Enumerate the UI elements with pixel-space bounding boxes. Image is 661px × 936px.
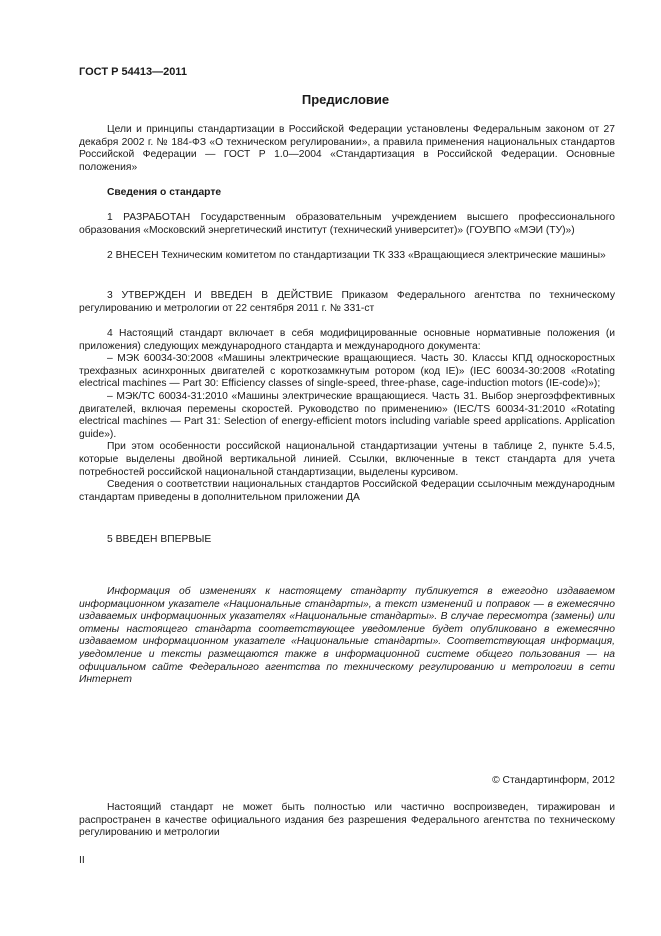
item-4-standard-a: – МЭК 60034-30:2008 «Машины электрические вращающиеся. Часть 30. Классы КПД односкоростных трехфазных асинхронных двигателей с короткозамкнутым ротором (код IE)» (IEC 60034-30:2008 «Rotating electrical machines — Part 30: Efficiency classes of single-speed, three-phase, cage-induction motors (IE-code)»); bbox=[79, 353, 615, 390]
copyright: © Стандартинформ, 2012 bbox=[492, 775, 615, 786]
document-id: ГОСТ Р 54413—2011 bbox=[79, 66, 187, 78]
item-4-standard-b: – МЭК/TC 60034-31:2010 «Машины электрические вращающиеся. Часть 31. Выбор энергоэффективных двигателей, включая перемены скоростей. Руководство по применению» (IEC/TS 60034-31:2010 «Rotating electrical machines — Part 31: Selection of energy-efficient motors including variable speed applications. Application guide»). bbox=[79, 390, 615, 440]
page-number: II bbox=[79, 855, 85, 866]
item-3-text: 3 УТВЕРЖДЕН И ВВЕДЕН В ДЕЙСТВИЕ Приказом Федерального агентства по техническому регулированию и метрологии от 22 сентября 2011 г. № 331-ст bbox=[79, 290, 615, 314]
page-title: Предисловие bbox=[301, 92, 390, 107]
changes-notice-text: Информация об изменениях к настоящему стандарту публикуется в ежегодно издаваемом информационном указателе «Национальные стандарты», а текст изменений и поправок — в ежемесячно издаваемых информационных указателях «Национальные стандарты». В случае пересмотра (замены) или отмены настоящего стандарта соответствующее уведомление будет опубликовано в ежемесячно издаваемом информационном указателе «Национальные стандарты». Соответствующая информация, уведомление и тексты размещаются также в информационной системе общего пользования — на официальном сайте Федерального агентства по техническому регулированию и метрологии в сети Интернет bbox=[79, 586, 615, 686]
intro-paragraph bbox=[79, 124, 615, 174]
reproduction-notice bbox=[79, 802, 615, 840]
item-3 bbox=[79, 290, 615, 315]
item-5 bbox=[79, 534, 615, 547]
item-2 bbox=[79, 250, 615, 263]
item-4-reference-info: Сведения о соответствии национальных стандартов Российской Федерации ссылочным международным стандартам приведены в дополнительном приложении ДА bbox=[79, 479, 615, 503]
item-4-text: 4 Настоящий стандарт включает в себя модифицированные основные нормативные положения (и приложения) следующих международного стандарта и международного документа: bbox=[79, 328, 615, 352]
item-2-text: 2 ВНЕСЕН Техническим комитетом по стандартизации ТК 333 «Вращающиеся электрические машины» bbox=[107, 250, 606, 261]
intro-text: Цели и принципы стандартизации в Российской Федерации установлены Федеральным законом от 27 декабря 2002 г. № 184-ФЗ «О техническом регулировании», а правила применения национальных стандартов Российской Федерации — ГОСТ Р 1.0—2004 «Стандартизация в Российской Федерации. Основные положения» bbox=[79, 124, 615, 173]
section-subheading: Сведения о стандарте bbox=[107, 187, 222, 198]
item-4-national-notes: При этом особенности российской национальной стандартизации учтены в таблице 2, пункте 5.4.5, которые выделены двойной вертикальной линией. Ссылки, включенные в текст стандарта для учета потребностей российской национальной стандартизации, выделены курсивом. bbox=[79, 441, 615, 478]
item-1 bbox=[79, 212, 615, 237]
item-4 bbox=[79, 328, 615, 504]
item-1-text: 1 РАЗРАБОТАН Государственным образовательным учреждением высшего профессионального образования «Московский энергетический институт (технический университет)» (ГОУВПО «МЭИ (ТУ)») bbox=[79, 212, 615, 236]
reproduction-notice-text: Настоящий стандарт не может быть полностью или частично воспроизведен, тиражирован и распространен в качестве официального издания без разрешения Федерального агентства по техническому регулированию и метрологии bbox=[79, 802, 615, 839]
changes-notice bbox=[79, 586, 615, 687]
item-5-text: 5 ВВЕДЕН ВПЕРВЫЕ bbox=[107, 534, 212, 545]
